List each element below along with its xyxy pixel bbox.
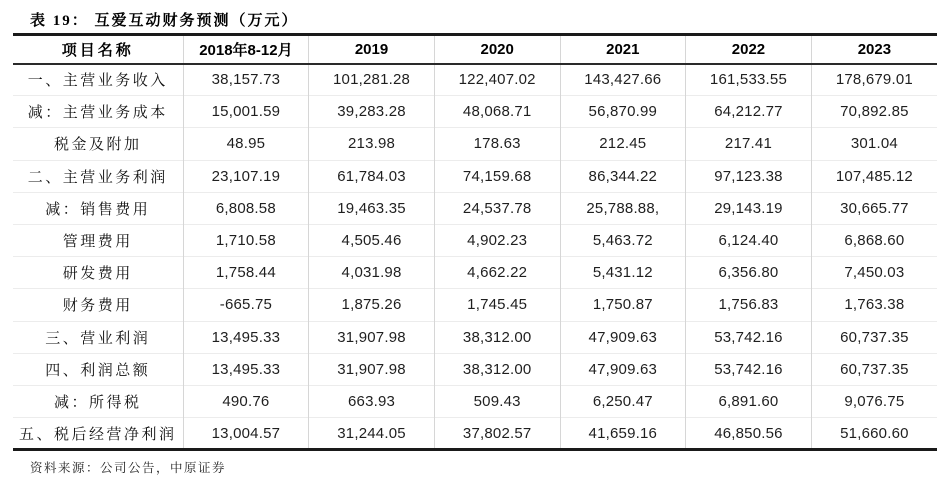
cell-value: 53,742.16 (686, 353, 812, 385)
table-row (13, 353, 937, 385)
cell-value: 13,495.33 (183, 321, 309, 353)
cell-value: 212.45 (560, 128, 686, 160)
cell-value: 509.43 (434, 385, 560, 417)
cell-value: 41,659.16 (560, 418, 686, 450)
table-row (13, 192, 937, 224)
cell-value: 61,784.03 (309, 160, 435, 192)
cell-value: 1,750.87 (560, 289, 686, 321)
source-note: 资料来源：公司公告，中原证券 (30, 461, 227, 475)
cell-value: 107,485.12 (811, 160, 937, 192)
cell-value: 47,909.63 (560, 353, 686, 385)
row-label: 一、主营业务收入 (27, 73, 168, 90)
cell-value: 60,737.35 (811, 321, 937, 353)
cell-value: 97,123.38 (686, 160, 812, 192)
cell-value: 60,737.35 (811, 353, 937, 385)
cell-value: 31,244.05 (309, 418, 435, 450)
cell-value: 178,679.01 (811, 64, 937, 96)
table-row (13, 224, 937, 256)
table-row (13, 160, 937, 192)
financial-forecast-table (13, 33, 937, 451)
table-row (13, 385, 937, 417)
column-header-period: 2021 (560, 35, 686, 64)
table-row (13, 257, 937, 289)
row-label: 减：所得税 (13, 385, 183, 417)
cell-value: 37,802.57 (434, 418, 560, 450)
cell-value: 86,344.22 (560, 160, 686, 192)
cell-value: 1,710.58 (183, 224, 309, 256)
column-header-period: 2022 (686, 35, 812, 64)
table-title: 表 19： 互爱互动财务预测（万元） (30, 13, 299, 29)
cell-value: 70,892.85 (811, 96, 937, 128)
cell-value: 6,808.58 (183, 192, 309, 224)
cell-value: 38,157.73 (183, 64, 309, 96)
cell-value: 47,909.63 (560, 321, 686, 353)
cell-value: 6,124.40 (686, 224, 812, 256)
cell-value: 143,427.66 (560, 64, 686, 96)
cell-value: 4,902.23 (434, 224, 560, 256)
row-label: 研发费用 (13, 257, 183, 289)
row-label: 减：主营业务成本 (13, 96, 183, 128)
cell-value: 1,745.45 (434, 289, 560, 321)
cell-value: 5,463.72 (560, 224, 686, 256)
table-row (13, 64, 937, 96)
cell-value: 38,312.00 (434, 321, 560, 353)
cell-value: 56,870.99 (560, 96, 686, 128)
cell-value: 6,891.60 (686, 385, 812, 417)
cell-value: 6,250.47 (560, 385, 686, 417)
cell-value: 38,312.00 (434, 353, 560, 385)
cell-value: 13,004.57 (183, 418, 309, 450)
table-row (13, 418, 937, 450)
row-label: 财务费用 (13, 289, 183, 321)
cell-value: 51,660.60 (811, 418, 937, 450)
table-row (13, 96, 937, 128)
cell-value: -665.75 (183, 289, 309, 321)
column-header-period: 2023 (811, 35, 937, 64)
cell-value: 1,875.26 (309, 289, 435, 321)
cell-value: 7,450.03 (811, 257, 937, 289)
cell-value: 490.76 (183, 385, 309, 417)
cell-value: 101,281.28 (309, 64, 435, 96)
row-label: 三、营业利润 (13, 321, 183, 353)
cell-value: 39,283.28 (309, 96, 435, 128)
cell-value: 4,505.46 (309, 224, 435, 256)
cell-value: 217.41 (686, 128, 812, 160)
cell-value: 6,356.80 (686, 257, 812, 289)
cell-value: 24,537.78 (434, 192, 560, 224)
cell-value: 301.04 (811, 128, 937, 160)
cell-value: 13,495.33 (183, 353, 309, 385)
cell-value: 31,907.98 (309, 321, 435, 353)
cell-value: 1,763.38 (811, 289, 937, 321)
cell-value: 1,756.83 (686, 289, 812, 321)
row-label: 减：销售费用 (13, 192, 183, 224)
row-label: 税金及附加 (13, 128, 183, 160)
table-row (13, 289, 937, 321)
cell-value: 6,868.60 (811, 224, 937, 256)
cell-value: 74,159.68 (434, 160, 560, 192)
column-header-period: 2020 (434, 35, 560, 64)
cell-value: 9,076.75 (811, 385, 937, 417)
column-header-item-name: 项目名称 (13, 35, 183, 64)
cell-value: 30,665.77 (811, 192, 937, 224)
cell-value: 213.98 (309, 128, 435, 160)
row-label: 五、税后经营净利润 (13, 418, 183, 450)
cell-value: 178.63 (434, 128, 560, 160)
table-row (13, 128, 937, 160)
cell-value: 4,031.98 (309, 257, 435, 289)
cell-value: 1,758.44 (183, 257, 309, 289)
row-label: 二、主营业务利润 (13, 160, 183, 192)
row-label: 四、利润总额 (13, 353, 183, 385)
table-body (13, 64, 937, 450)
table-row (13, 321, 937, 353)
cell-value: 46,850.56 (686, 418, 812, 450)
cell-value: 161,533.55 (686, 64, 812, 96)
cell-value: 64,212.77 (686, 96, 812, 128)
cell-value: 48,068.71 (434, 96, 560, 128)
cell-value: 25,788.88, (560, 192, 686, 224)
cell-value: 15,001.59 (183, 96, 309, 128)
row-label: 管理费用 (13, 224, 183, 256)
cell-value: 5,431.12 (560, 257, 686, 289)
cell-value: 23,107.19 (183, 160, 309, 192)
cell-value: 48.95 (183, 128, 309, 160)
cell-value: 19,463.35 (309, 192, 435, 224)
cell-value: 31,907.98 (309, 353, 435, 385)
column-header-period: 2019 (309, 35, 435, 64)
cell-value: 663.93 (309, 385, 435, 417)
cell-value: 4,662.22 (434, 257, 560, 289)
table-header-row (13, 35, 937, 64)
cell-value: 29,143.19 (686, 192, 812, 224)
cell-value: 53,742.16 (686, 321, 812, 353)
cell-value: 122,407.02 (434, 64, 560, 96)
column-header-period: 2018年8-12月 (183, 35, 309, 64)
